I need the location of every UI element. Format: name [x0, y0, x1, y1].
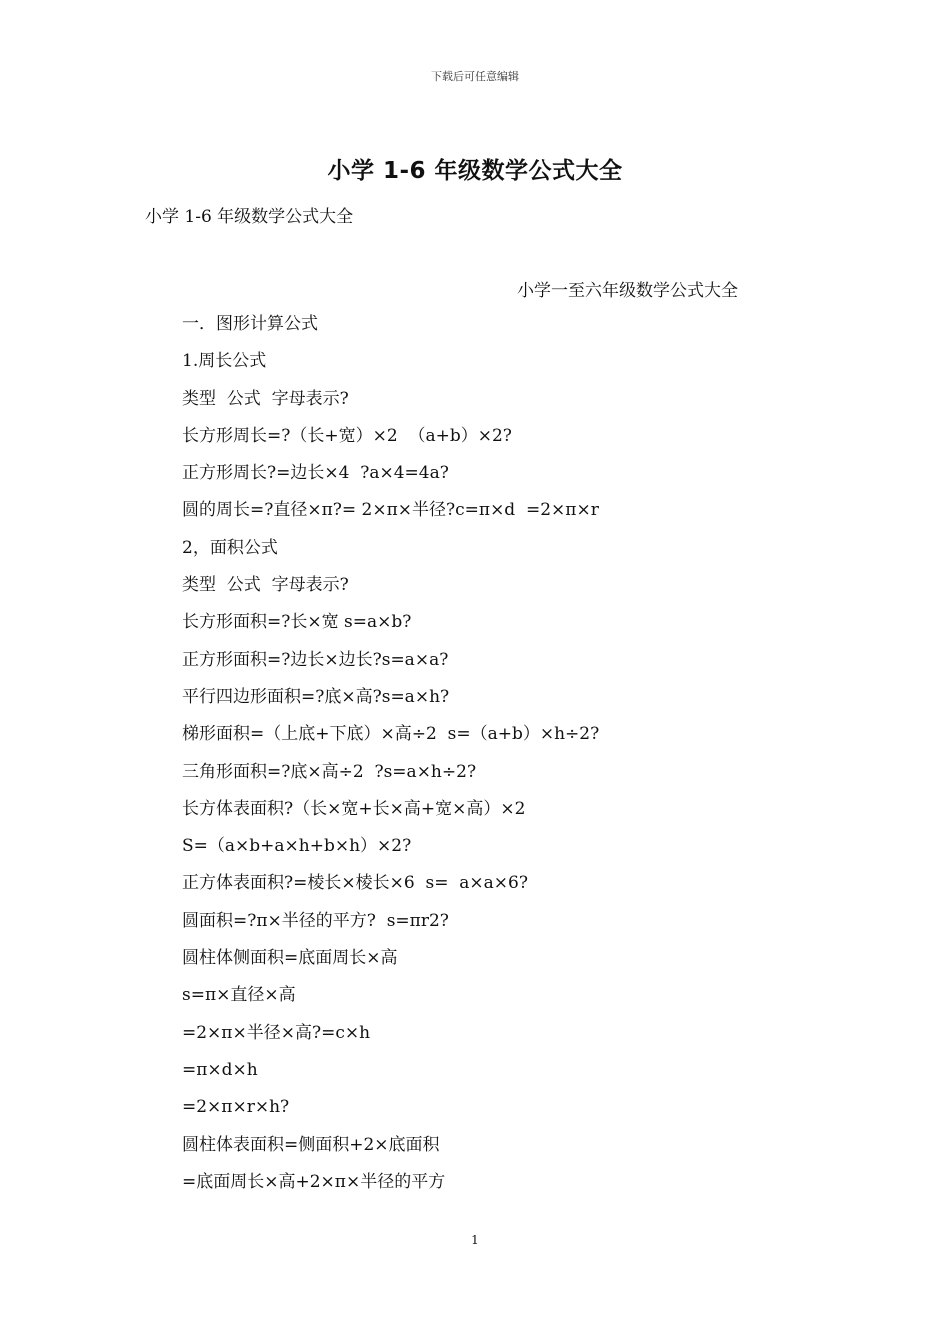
page-header: 下载后可任意编辑 — [431, 70, 519, 83]
text-line: 正方形周长?=边长×4 ?a×4=4a? — [182, 463, 449, 484]
text-line: 类型 公式 字母表示? — [182, 575, 349, 596]
text-line: 长方体表面积?（长×宽+长×高+宽×高）×2 — [182, 798, 526, 819]
formula-list — [182, 313, 882, 1208]
text-line: =π×d×h — [182, 1059, 258, 1080]
text-line: 类型 公式 字母表示? — [182, 388, 349, 409]
text-line: 长方形周长=?（长+宽）×2 （a+b）×2? — [182, 425, 512, 446]
page-number: 1 — [471, 1233, 479, 1247]
text-line: 三角形面积=?底×高÷2 ?s=a×h÷2? — [182, 761, 477, 782]
document-subtitle: 小学 1-6 年级数学公式大全 — [145, 207, 354, 227]
text-line: 圆柱体侧面积=底面周长×高 — [182, 948, 398, 969]
text-line: =2×π×半径×高?=c×h — [182, 1022, 371, 1043]
text-line: 圆的周长=?直径×π?= 2×π×半径?c=π×d =2×π×r — [182, 500, 599, 521]
text-line: =2×π×r×h? — [182, 1097, 290, 1118]
text-line: 长方形面积=?长×宽 s=a×b? — [182, 612, 412, 633]
text-line: 圆柱体表面积=侧面积+2×底面积 — [182, 1134, 440, 1155]
text-line: 2，面积公式 — [182, 537, 278, 558]
text-line: 1.周长公式 — [182, 351, 267, 372]
document-title: 小学 1-6 年级数学公式大全 — [327, 158, 623, 184]
text-line: S=（a×b+a×h+b×h）×2? — [182, 836, 412, 857]
text-line: =底面周长×高+2×π×半径的平方 — [182, 1171, 446, 1192]
text-line: 一．图形计算公式 — [182, 314, 318, 334]
text-line: 正方体表面积?=棱长×棱长×6 s= a×a×6? — [182, 873, 528, 894]
text-line: 正方形面积=?边长×边长?s=a×a? — [182, 649, 449, 670]
text-line: s=π×直径×高 — [182, 985, 296, 1006]
text-line: 平行四边形面积=?底×高?s=a×h? — [182, 686, 450, 707]
section-title: 小学一至六年级数学公式大全 — [517, 281, 738, 301]
text-line: 梯形面积=（上底+下底）×高÷2 s=（a+b）×h÷2? — [182, 724, 600, 745]
text-line: 圆面积=?π×半径的平方? s=πr2? — [182, 910, 449, 931]
